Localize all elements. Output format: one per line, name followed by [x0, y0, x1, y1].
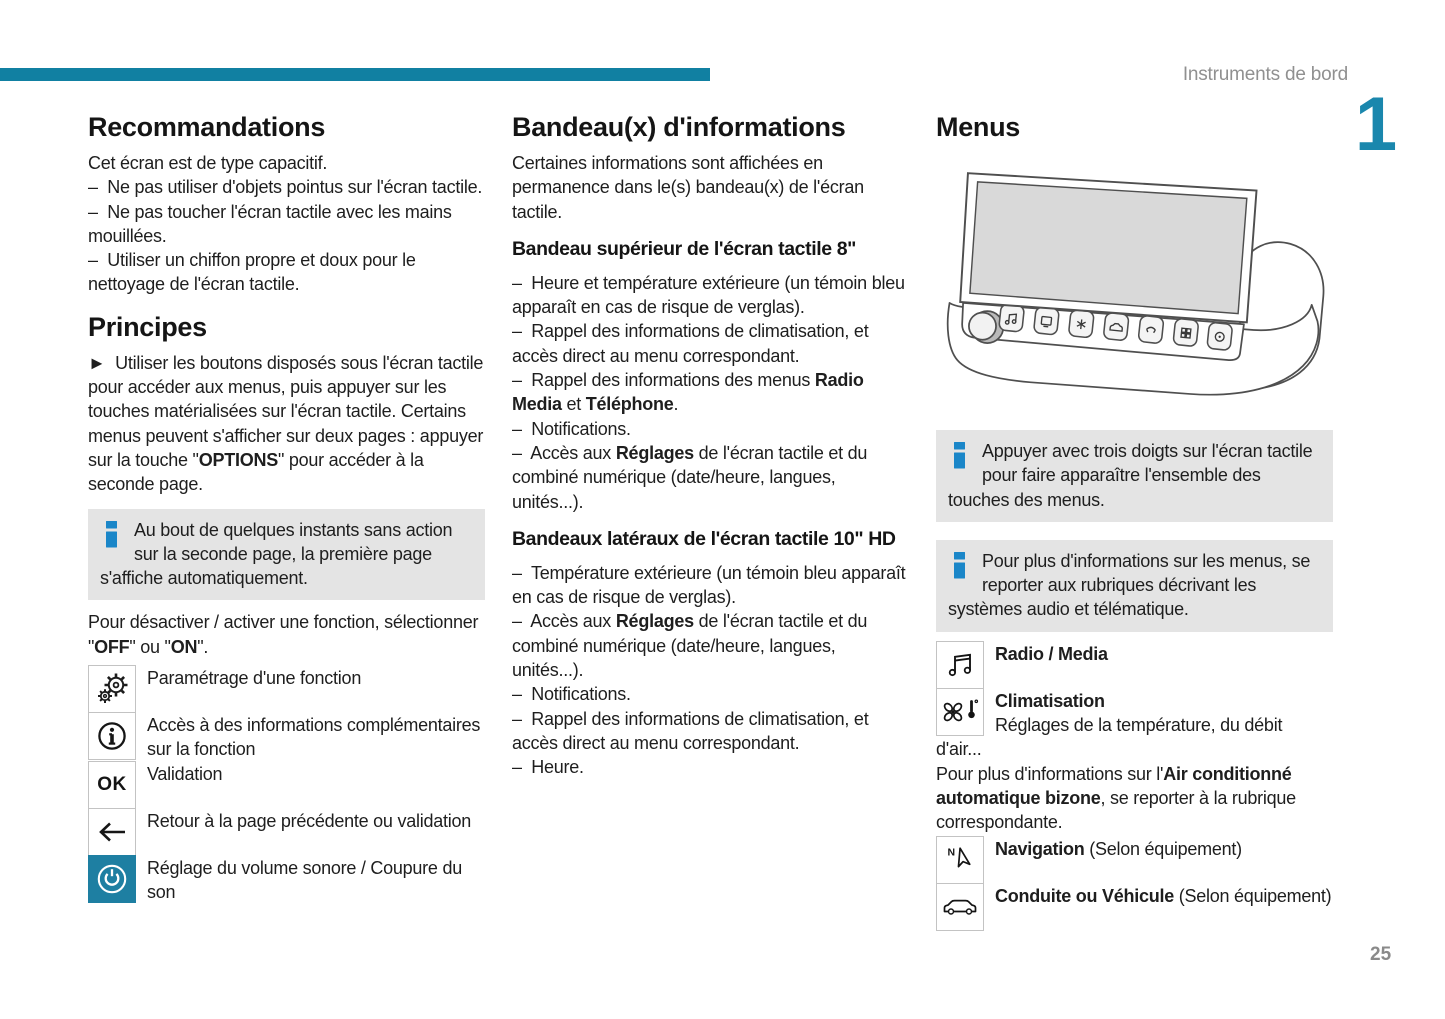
menu-clim-title: Climatisation [995, 690, 1105, 711]
power-icon [88, 855, 136, 903]
bullet-item: – Ne pas utiliser d'objets pointus sur l'écran tactile. [88, 177, 483, 198]
info-note-text: Au bout de quelques instants sans action sur la seconde page, la première page s'affiche automatiquement. [100, 519, 453, 589]
bullet-item: – Température extérieure (un témoin bleu apparaît en cas de risque de verglas). [512, 562, 906, 608]
legend-row [88, 665, 485, 713]
chapter-tab-number: 1 [1354, 82, 1398, 167]
bullet-item: – Rappel des informations de climatisation, et accès direct au menu correspondant. [512, 708, 869, 753]
bullet-item: – Accès aux Réglages de l'écran tactile et du combiné numérique (date/heure, langues, unités...). [512, 611, 868, 681]
bullet-item: – Notifications. [512, 418, 631, 439]
ok-key [88, 761, 136, 809]
bullet-item: – Ne pas toucher l'écran tactile avec les mains mouillées. [88, 201, 452, 246]
bullet-item: – Heure et température extérieure (un témoin bleu apparaît en cas de risque de verglas). [512, 272, 905, 318]
menu-clim-desc: Réglages de la température, du débit [995, 715, 1283, 736]
header-accent-bar [0, 68, 710, 81]
climate-fan-thermometer-icon [936, 688, 984, 736]
column-recommandations [88, 112, 485, 904]
legend-row [88, 712, 485, 762]
legend-row [88, 855, 485, 905]
back-arrow-icon [88, 808, 136, 856]
bullet-item: – Notifications. [512, 684, 631, 705]
para-off-on: Pour désactiver / activer une fonction, sélectionner "OFF" ou "ON". [88, 612, 479, 657]
navigation-arrow-icon [936, 836, 984, 884]
para-capacitif: Cet écran est de type capacitif. [88, 153, 328, 173]
info-box [936, 430, 1333, 522]
bullet-item: – Utiliser un chiffon propre et doux pour le nettoyage de l'écran tactile. [88, 250, 416, 295]
gears-icon [88, 665, 136, 713]
column-menus [936, 112, 1333, 931]
heading-recommandations: Recommandations [88, 112, 326, 142]
bullet-item: – Rappel des informations de climatisation, et accès direct au menu correspondant. [512, 321, 869, 366]
column-bandeaux [512, 112, 909, 780]
button-legend-table [88, 665, 485, 904]
info-box [936, 540, 1333, 632]
legend-label: Paramétrage d'une fonction [147, 668, 362, 689]
infotainment-illustration [936, 166, 1333, 404]
legend-label: Accès à des informations complémentaires sur la fonction [147, 715, 481, 760]
para-bandeaux-intro: Certaines informations sont affichées en permanence dans le(s) bandeau(x) de l'écran tactile. [512, 153, 864, 222]
bullet-item: – Heure. [512, 757, 584, 778]
music-note-icon [936, 641, 984, 689]
menu-legend-table-2 [936, 836, 1333, 931]
legend-label [984, 688, 1282, 738]
legend-label: Conduite ou Véhicule (Selon équipement) [995, 885, 1332, 906]
legend-row [936, 883, 1333, 931]
legend-label: Radio / Media [995, 643, 1108, 664]
legend-label: Réglage du volume sonore / Coupure du son [147, 857, 462, 902]
legend-row [88, 808, 485, 856]
para-aircond: Pour plus d'informations sur l'Air conditionné automatique bizone, se reporter à la rubrique correspondante. [936, 763, 1296, 833]
page-number: 25 [1370, 944, 1392, 965]
info-note-text: Appuyer avec trois doigts sur l'écran tactile pour faire apparaître l'ensemble des touches des menus. [948, 441, 1313, 510]
menu-legend-table [936, 641, 1333, 738]
subheading-bandeau-superieur-8: Bandeau supérieur de l'écran tactile 8" [512, 237, 856, 260]
ok-key-text: OK [97, 773, 127, 795]
legend-label: Validation [147, 763, 223, 784]
legend-label: Navigation (Selon équipement) [995, 838, 1242, 859]
bullet-item: – Accès aux Réglages de l'écran tactile et du combiné numérique (date/heure, langues, unités...). [512, 442, 868, 512]
para-principes: ► Utiliser les boutons disposés sous l'écran tactile pour accéder aux menus, puis appuyer sur les touches matérialisées sur l'écran tactile. Certains menus peuvent s'afficher sur deux pages : appuyer sur la touche "OPTIONS" pour accéder à la seconde page. [88, 352, 484, 495]
header-section-title: Instruments de bord [1182, 64, 1348, 85]
car-icon [936, 883, 984, 931]
info-icon [954, 442, 965, 469]
legend-row [936, 641, 1333, 689]
legend-row [936, 688, 1333, 738]
info-box [88, 509, 485, 601]
info-icon [106, 521, 117, 548]
svg-text:N: N [947, 846, 956, 859]
legend-row [88, 761, 485, 809]
info-circle-icon [88, 712, 136, 760]
legend-label: Retour à la page précédente ou validation [147, 810, 471, 831]
menu-clim-desc-overflow: d'air... [936, 739, 982, 760]
bullet-item: – Rappel des informations des menus Radio Media et Téléphone. [512, 370, 864, 415]
heading-menus: Menus [936, 112, 1021, 142]
subheading-bandeaux-lateraux-10: Bandeaux latéraux de l'écran tactile 10" HD [512, 527, 896, 550]
legend-row [936, 836, 1333, 884]
info-note-text: Pour plus d'informations sur les menus, se reporter aux rubriques décrivant les systèmes audio et télématique. [948, 550, 1311, 620]
heading-principes: Principes [88, 311, 207, 342]
heading-bandeaux: Bandeau(x) d'informations [512, 112, 846, 142]
info-icon [954, 552, 965, 579]
